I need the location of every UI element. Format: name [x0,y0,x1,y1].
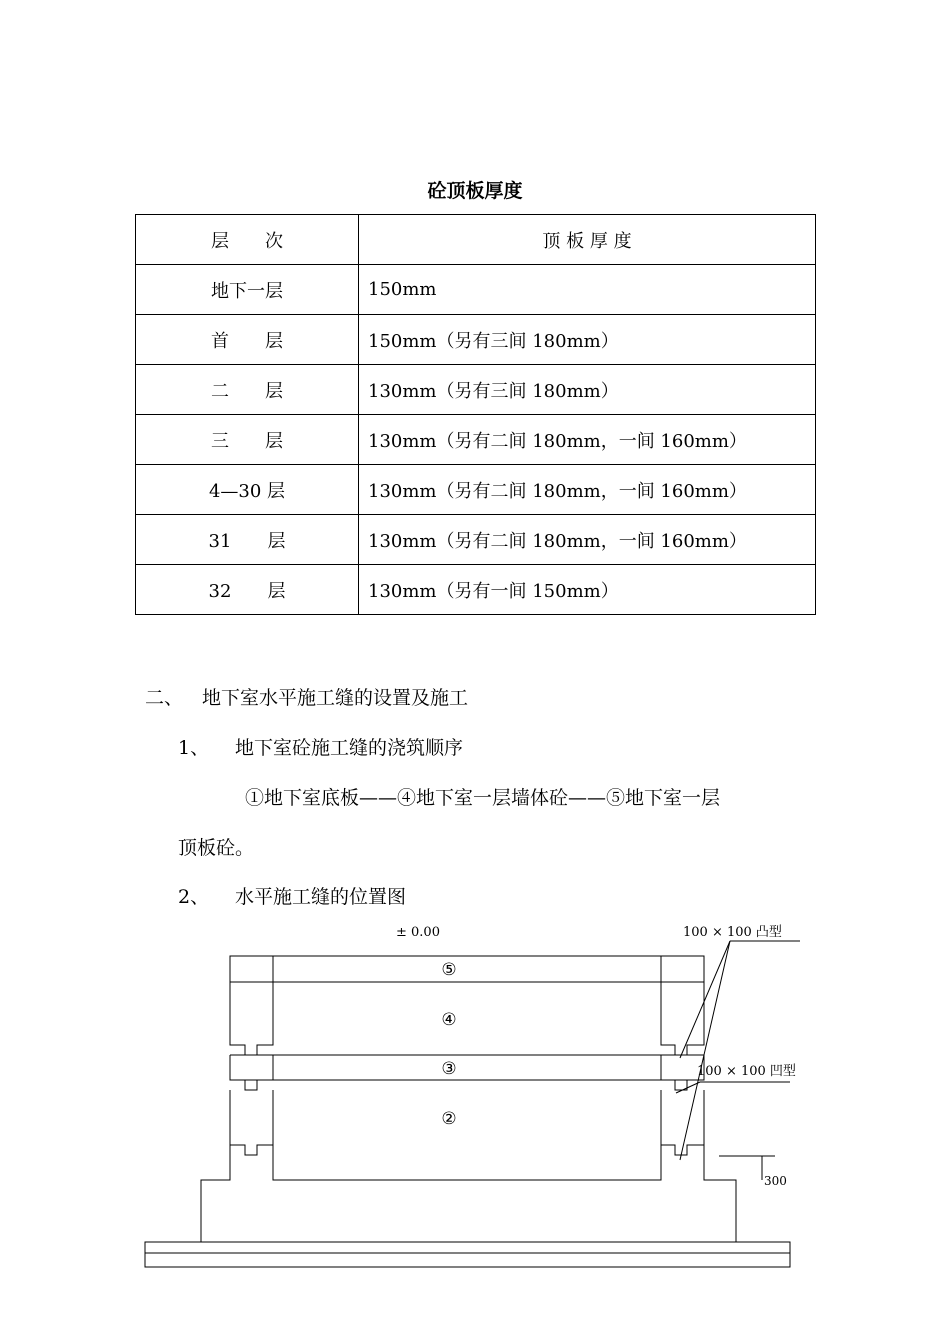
zone-5-label: ⑤ [441,960,457,980]
header-thickness: 顶 板 厚 度 [359,215,816,265]
cell-floor: 三 层 [136,415,359,465]
table-row [136,565,816,615]
right-wall [661,1090,704,1155]
slab-thickness-table [135,214,816,615]
cell-floor: 地下一层 [136,265,359,315]
cell-thickness: 130mm（另有二间 180mm，一间 160mm） [359,465,816,515]
table-row [136,515,816,565]
table-row [136,365,816,415]
table-row [136,465,816,515]
left-wall [230,1090,273,1155]
table-title: 砼顶板厚度 [427,180,523,202]
cell-floor: 二 层 [136,365,359,415]
section-title: 地下室水平施工缝的设置及施工 [202,687,469,709]
table-row [136,415,816,465]
concave-joint-label: 100 × 100 凹型 [697,1064,796,1079]
header-floor: 层 次 [136,215,359,265]
cell-thickness: 150mm [359,265,816,315]
base-slab-lower [145,1253,790,1267]
cell-thickness: 130mm（另有二间 180mm，一间 160mm） [359,515,816,565]
cell-floor: 4—30 层 [136,465,359,515]
top-slab [230,956,704,982]
elevation-label: ± 0.00 [396,925,440,940]
item2-title: 水平施工缝的位置图 [235,886,407,908]
item2-number: 2、 [178,886,210,908]
zone-3-label: ③ [441,1059,457,1079]
cell-thickness: 130mm（另有二间 180mm，一间 160mm） [359,415,816,465]
zone-2-label: ② [441,1109,457,1129]
cell-floor: 首 层 [136,315,359,365]
zone-4-label: ④ [441,1010,457,1030]
cell-floor: 32 层 [136,565,359,615]
item1-number: 1、 [178,737,210,759]
cell-thickness: 150mm（另有三间 180mm） [359,315,816,365]
dimension-300-label: 300 [764,1174,787,1188]
base-slab-upper [145,1242,790,1253]
section-number: 二、 [145,687,184,709]
cell-floor: 31 层 [136,515,359,565]
convex-joint-label: 100 × 100 凸型 [683,925,782,940]
item1-sequence-line1: ①地下室底板——④地下室一层墙体砼——⑤地下室一层 [245,787,721,809]
table-header-row [136,215,816,265]
cell-thickness: 130mm（另有三间 180mm） [359,365,816,415]
construction-joint-diagram [0,910,950,1280]
table-row [136,265,816,315]
item1-title: 地下室砼施工缝的浇筑顺序 [235,737,464,759]
cell-thickness: 130mm（另有一间 150mm） [359,565,816,615]
table-row [136,315,816,365]
item1-sequence-line2: 顶板砼。 [178,837,255,859]
